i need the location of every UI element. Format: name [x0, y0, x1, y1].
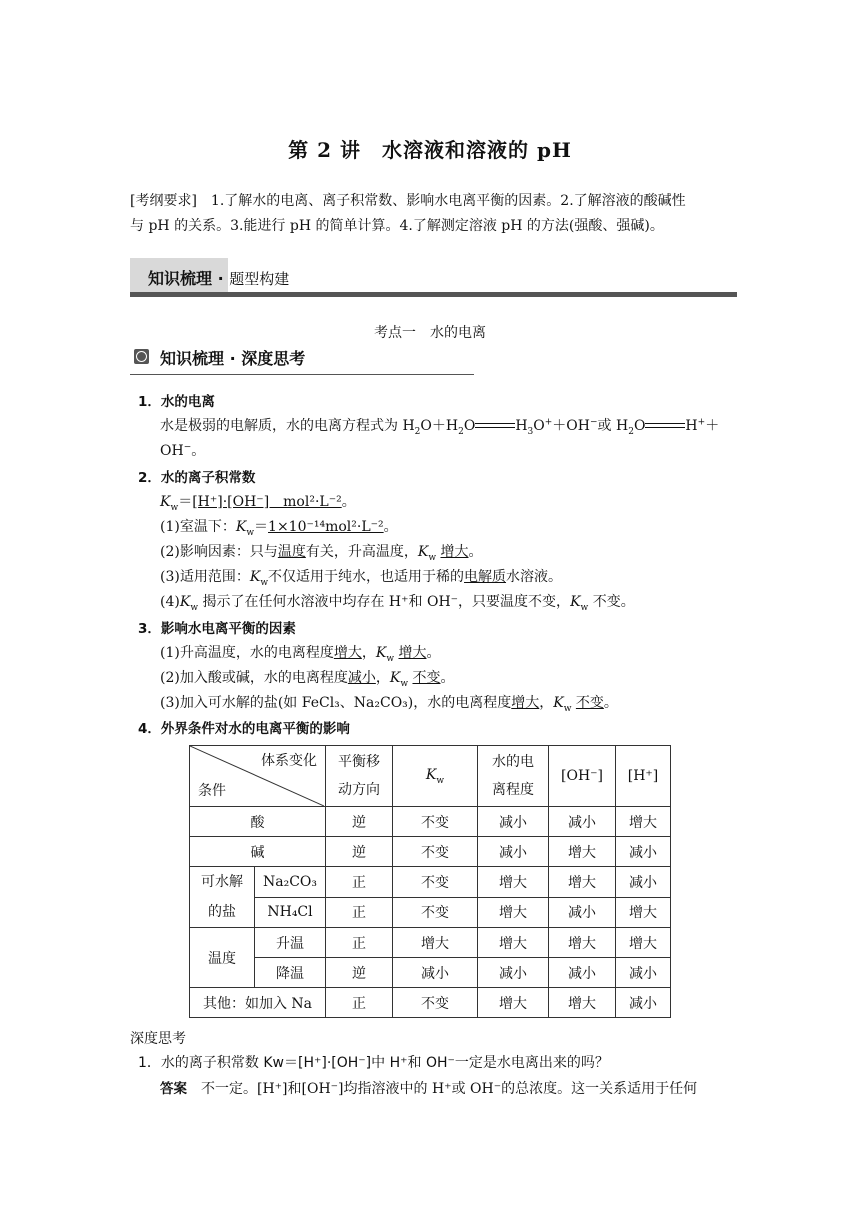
cell-degree: 减小 — [478, 837, 549, 867]
cell-oh: 增大 — [549, 867, 616, 898]
s3-item-2-answer-2: 不变 — [412, 670, 441, 686]
cell-kw: 不变 — [393, 988, 478, 1018]
s2-kw-definition: $K_w=[H^+]\cdot[OH^-]$ mol²·L⁻²。 — [160, 494, 356, 513]
s2-item-4: $(4)K_w$ 揭示了在任何水溶液中均存在 H⁺和 OH⁻，只要温度不变，$K_w$ 不变。 — [160, 594, 635, 613]
cell-kw: 不变 — [393, 837, 478, 867]
banner-dot: · — [212, 269, 230, 288]
col-shift-label: 平衡移动方向 — [338, 754, 380, 798]
s3-heading: 3．影响水电离平衡的因素 — [138, 621, 296, 637]
cell-h: 减小 — [616, 988, 671, 1018]
syllabus-label: [考纲要求] — [130, 193, 197, 209]
col-shift-header — [326, 746, 393, 807]
s1-text-i: H — [685, 418, 698, 434]
sub-heading — [130, 344, 474, 375]
cell-oh: 增大 — [549, 928, 616, 958]
kw-definition-value: [H⁺]·[OH⁻] mol²·L⁻² — [192, 494, 342, 510]
s1-text-h: O — [633, 418, 646, 434]
cell-h: 增大 — [616, 928, 671, 958]
equilibrium-arrow-icon — [645, 421, 685, 431]
cell-h: 减小 — [616, 958, 671, 988]
s1-text-k: OH — [160, 443, 184, 459]
cell-kw: 不变 — [393, 807, 478, 837]
table-corner-cell — [190, 746, 326, 807]
s1-text-l: 。 — [191, 443, 206, 459]
cell-degree: 减小 — [478, 807, 549, 837]
cell-degree: 增大 — [478, 988, 549, 1018]
s3-item-2-text: (2)加入酸或碱，水的电离程度 — [160, 670, 348, 686]
cell-shift: 逆 — [326, 837, 393, 867]
s3-item-3-text: (3)加入可水解的盐(如 FeCl₃、Na₂CO₃)，水的电离程度 — [160, 695, 512, 711]
s1-equation-line: 水是极弱的电解质，水的电离方程式为 $H_2O+H_2O$ $H_3O^++OH^-$或 $H_2O$ H+＋ — [160, 417, 720, 437]
col-degree-header — [478, 746, 549, 807]
table-row — [190, 807, 671, 837]
s1-text-j: ＋ — [705, 418, 720, 434]
s1-heading: 1．水的电离 — [138, 394, 215, 410]
banner-rule — [130, 292, 737, 297]
cell-degree: 增大 — [478, 928, 549, 958]
s2-item-4-text-b: 不变。 — [592, 594, 635, 610]
sub-heading-text: 知识梳理 · 深度思考 — [160, 349, 306, 368]
page-title: 第 2 讲 水溶液和溶液的 pH — [288, 138, 572, 162]
s1-text-d: H — [515, 418, 528, 434]
table-row — [190, 897, 671, 928]
s3-item-3-answer-1: 增大 — [511, 695, 540, 711]
topic-heading: 考点一 水的电离 — [374, 325, 486, 341]
col-degree-label: 水的电离程度 — [492, 754, 534, 798]
s4-heading: 4．外界条件对水的电离平衡的影响 — [138, 721, 350, 737]
s2-heading: 2．水的离子积常数 — [138, 470, 256, 486]
s2-item-1-text: (1)室温下： — [160, 519, 236, 535]
syllabus-line-1: 1.了解水的电离、离子积常数、影响水电离平衡的因素。2.了解溶液的酸碱性 — [196, 193, 686, 209]
deep-thinking-heading: 深度思考 — [130, 1031, 186, 1047]
cell-shift: 正 — [326, 988, 393, 1018]
banner-main-text: 知识梳理 — [148, 269, 213, 288]
s3-item-1-text: (1)升高温度，水的电离程度 — [160, 645, 334, 661]
s2-item-1: (1)室温下：$K_w=1\times 10^{-14}mol^2\cdot L^{-2}$。 — [160, 519, 398, 538]
cell-oh: 减小 — [549, 958, 616, 988]
s2-item-2-answer-2: 增大 — [440, 544, 469, 560]
equilibrium-arrow-icon — [475, 421, 515, 431]
clock-icon — [134, 349, 149, 364]
cell-oh: 增大 — [549, 988, 616, 1018]
kw-room-temp-value: 1×10⁻¹⁴mol²·L⁻² — [268, 519, 384, 535]
s2-item-3-text-b: 不仅适用于纯水，也适用于稀的 — [268, 569, 465, 585]
group-label-salt — [190, 867, 255, 928]
row-label: NH₄Cl — [255, 897, 326, 928]
influence-table — [189, 745, 671, 1018]
cell-kw: 不变 — [393, 897, 478, 928]
row-label: 其他：如加入 Na — [190, 988, 326, 1018]
answer-label: 答案 — [160, 1081, 187, 1097]
cell-kw: 减小 — [393, 958, 478, 988]
s2-item-2-text: (2)影响因素：只与 — [160, 544, 278, 560]
s3-item-3-answer-2: 不变 — [575, 695, 604, 711]
s3-item-3: (3)加入可水解的盐(如 FeCl₃、Na₂CO₃)，水的电离程度增大，$K_w$ 不变。 — [160, 695, 618, 714]
s3-item-1-answer-1: 增大 — [333, 645, 362, 661]
col-oh-header: [OH⁻] — [549, 746, 616, 807]
syllabus-paragraph — [130, 189, 738, 239]
cell-oh: 减小 — [549, 807, 616, 837]
row-label: 碱 — [190, 837, 326, 867]
s3-item-2-answer-1: 减小 — [347, 670, 376, 686]
row-label: 降温 — [255, 958, 326, 988]
deep-question-1: 1．水的离子积常数 Kw＝[H⁺]·[OH⁻]中 H⁺和 OH⁻一定是水电离出来的吗？ — [138, 1055, 609, 1071]
s1-text-f: ＋OH — [552, 418, 590, 434]
cell-oh: 减小 — [549, 897, 616, 928]
s3-item-2: (2)加入酸或碱，水的电离程度减小，$K_w$ 不变。 — [160, 670, 455, 689]
group-salt-text: 可水解的盐 — [201, 874, 243, 920]
s2-item-3-answer: 电解质 — [464, 569, 507, 585]
s2-item-3-text: (3)适用范围： — [160, 569, 250, 585]
col-h-header: [H⁺] — [616, 746, 671, 807]
banner-title — [148, 266, 289, 289]
cell-degree: 增大 — [478, 867, 549, 898]
section-banner — [130, 258, 737, 298]
s3-item-1: (1)升高温度，水的电离程度增大，$K_w$ 增大。 — [160, 645, 441, 664]
s1-text-e: O — [533, 418, 545, 434]
cell-shift: 正 — [326, 928, 393, 958]
cell-kw: 不变 — [393, 867, 478, 898]
cell-shift: 逆 — [326, 958, 393, 988]
cell-degree: 减小 — [478, 958, 549, 988]
banner-sub-text: 题型构建 — [229, 270, 290, 288]
cell-h: 减小 — [616, 867, 671, 898]
row-label: 酸 — [190, 807, 326, 837]
cell-degree: 增大 — [478, 897, 549, 928]
s1-text-g: 或 H — [597, 418, 629, 434]
s1-equation-line-2: OH−。 — [160, 442, 206, 459]
table-row — [190, 988, 671, 1018]
table-row — [190, 867, 671, 898]
deep-answer-1 — [160, 1077, 697, 1098]
cell-h: 增大 — [616, 897, 671, 928]
s2-item-2-text-b: 有关，升高温度， — [305, 544, 418, 560]
s2-item-4-text: 揭示了在任何水溶液中均存在 H⁺和 OH⁻，只要温度不变， — [202, 594, 571, 610]
s2-item-3-text-c: 水溶液。 — [506, 569, 563, 585]
syllabus-line-2: 与 pH 的关系。3.能进行 pH 的简单计算。4.了解测定溶液 pH 的方法(强酸、强碱)。 — [130, 218, 664, 234]
s1-text: 水是极弱的电解质，水的电离方程式为 H — [160, 418, 415, 434]
s2-item-3: (3)适用范围：$K_w$不仅适用于纯水，也适用于稀的电解质水溶液。 — [160, 569, 563, 588]
cell-kw: 增大 — [393, 928, 478, 958]
s2-item-2: (2)影响因素：只与温度有关，升高温度，$K_w$ 增大。 — [160, 544, 483, 563]
cell-shift: 正 — [326, 897, 393, 928]
group-label-temperature: 温度 — [190, 928, 255, 988]
cell-shift: 正 — [326, 867, 393, 898]
cell-shift: 逆 — [326, 807, 393, 837]
cell-h: 增大 — [616, 807, 671, 837]
cell-oh: 增大 — [549, 837, 616, 867]
cell-h: 减小 — [616, 837, 671, 867]
s1-text-b: O＋H — [420, 418, 459, 434]
s2-item-2-answer-1: 温度 — [277, 544, 306, 560]
answer-text: 不一定。[H⁺]和[OH⁻]均指溶液中的 H⁺或 OH⁻的总浓度。这一关系适用于任何 — [187, 1081, 698, 1097]
corner-top-label: 体系变化 — [261, 753, 317, 769]
s3-item-1-answer-2: 增大 — [398, 645, 427, 661]
row-label: 升温 — [255, 928, 326, 958]
corner-bottom-label: 条件 — [198, 783, 226, 799]
table-row — [190, 958, 671, 988]
row-label: Na₂CO₃ — [255, 867, 326, 898]
s1-text-c: O — [463, 418, 476, 434]
col-kw-header: $K_w$ — [393, 746, 478, 807]
table-row — [190, 837, 671, 867]
table-row — [190, 928, 671, 958]
